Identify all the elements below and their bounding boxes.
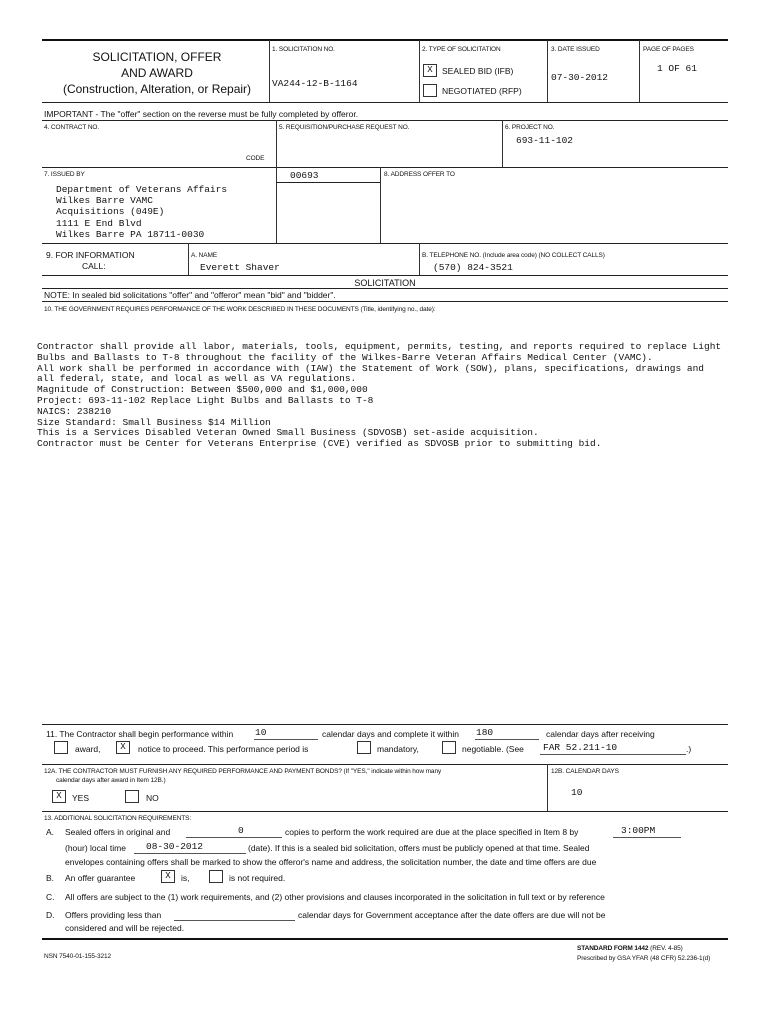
negotiable-label: negotiable. (See: [462, 744, 524, 754]
form-title: [44, 49, 270, 97]
title-line-3: (Construction, Alteration, or Repair): [62, 82, 252, 96]
rule: [42, 102, 728, 103]
divider: [419, 40, 420, 102]
project-no-label: 6. PROJECT NO.: [505, 124, 555, 131]
sealed-bid-label: SEALED BID (IFB): [442, 66, 514, 76]
additional-requirements-label: 13. ADDITIONAL SOLICITATION REQUIREMENTS:: [44, 815, 192, 822]
contact-name-label: A. NAME: [191, 252, 218, 259]
description-line: all federal, state, and local as well as VA regulations.: [37, 373, 357, 385]
item-a-text: Sealed offers in original and: [65, 827, 171, 837]
see-reference-line: [540, 754, 686, 755]
divider: [639, 40, 640, 102]
item-b-letter: B.: [46, 873, 55, 883]
item-b-text: is not required.: [229, 873, 286, 883]
due-date-value: 08-30-2012: [146, 841, 204, 852]
description-line: Size Standard: Small Business $14 Million: [37, 416, 271, 428]
divider: [380, 167, 381, 243]
begin-days-line: [254, 739, 318, 740]
divider: [547, 40, 548, 102]
address-line: 1111 E End Blvd: [56, 217, 142, 229]
solicitation-heading: SOLICITATION: [354, 278, 416, 288]
project-no-value: 693-11-102: [516, 135, 574, 146]
divider: [276, 120, 277, 167]
item-c-letter: C.: [46, 892, 55, 902]
info-call-label-2: CALL:: [82, 261, 106, 271]
important-note: IMPORTANT - The "offer" section on the reverse must be fully completed by offeror.: [44, 109, 359, 119]
description-line: NAICS: 238210: [37, 405, 112, 417]
title-line-1: SOLICITATION, OFFER: [92, 50, 222, 64]
contact-name-value: Everett Shaver: [200, 262, 280, 273]
address-line: Department of Veterans Affairs: [56, 184, 228, 195]
block11-text: 11. The Contractor shall begin performance within: [46, 729, 234, 739]
date-issued-label: 3. DATE ISSUED: [551, 46, 600, 53]
guarantee-not-checkbox[interactable]: [209, 870, 223, 883]
description-line: This is a Services Disabled Veteran Owned Small Business (SDVOSB) set-aside acquisition.: [37, 427, 539, 439]
description-line: Project: 693-11-102 Replace Light Bulbs and Ballasts to T-8: [37, 394, 374, 406]
due-time-line: [613, 837, 681, 838]
item-a-text: (date). If this is a sealed bid solicitation, offers must be publicly opened at that time. Sealed: [248, 843, 590, 853]
rule: [42, 764, 728, 765]
award-checkbox[interactable]: [54, 741, 68, 754]
address-line: Wilkes Barre PA 18711-0030: [56, 228, 205, 240]
due-date-line: [134, 853, 246, 854]
award-label: award,: [75, 744, 101, 754]
notice-to-proceed-checkbox[interactable]: X: [116, 741, 130, 754]
rule: [42, 243, 728, 244]
prescribed-by: Prescribed by GSA YFAR (48 CFR) 52.236-1(d): [577, 955, 711, 962]
issued-by-address: [56, 184, 227, 240]
description-line: Contractor shall provide all labor, materials, tools, equipment, permits, testing, and reports required to replace Light: [37, 341, 722, 352]
rule: [42, 301, 728, 302]
bonds-no-label: NO: [146, 793, 159, 803]
solicitation-no-label: 1. SOLICITATION NO.: [272, 46, 335, 53]
contract-no-label: 4. CONTRACT NO.: [44, 124, 100, 131]
divider: [419, 243, 420, 275]
code-label: CODE: [246, 155, 265, 162]
bottom-border: [42, 938, 728, 940]
sealed-bid-note: NOTE: In sealed bid solicitations "offer" and "offeror" mean "bid" and "bidder".: [44, 290, 336, 300]
issued-by-code: 00693: [290, 170, 319, 181]
bonds-label: 12A. THE CONTRACTOR MUST FURNISH ANY REQUIRED PERFORMANCE AND PAYMENT BONDS? (If "YES," indicate within how many: [44, 768, 442, 775]
begin-days-value: 10: [255, 727, 267, 738]
address-line: Acquisitions (049E): [56, 206, 165, 218]
item-a-letter: A.: [46, 827, 55, 837]
block11-text: calendar days after receiving: [546, 729, 655, 739]
form-number: [577, 945, 683, 952]
notice-to-proceed-label: notice to proceed. This performance period is: [138, 744, 309, 754]
telephone-value: (570) 824-3521: [433, 262, 513, 273]
guarantee-is-checkbox[interactable]: X: [161, 870, 175, 883]
work-description: [37, 342, 721, 450]
guarantee-is-label: is,: [181, 873, 190, 883]
divider: [502, 120, 503, 167]
copies-line: [186, 837, 282, 838]
sealed-bid-checkbox[interactable]: X: [423, 64, 437, 77]
rule: [42, 811, 728, 812]
negotiable-checkbox[interactable]: [442, 741, 456, 754]
calendar-days-label: 12B. CALENDAR DAYS: [551, 768, 619, 775]
mandatory-label: mandatory,: [377, 744, 419, 754]
form-revision: (REV. 4-85): [650, 945, 683, 952]
see-reference-value: FAR 52.211-10: [543, 742, 618, 753]
solicitation-type-label: 2. TYPE OF SOLICITATION: [422, 46, 501, 53]
description-line: All work shall be performed in accordance with (IAW) the Statement of Work (SOW), plans, specifications, drawings and: [37, 362, 705, 374]
bonds-yes-label: YES: [72, 793, 90, 803]
acceptance-days-line: [174, 920, 295, 921]
issued-by-label: 7. ISSUED BY: [44, 171, 85, 178]
item-a-text: (hour) local time: [65, 843, 126, 853]
negotiated-checkbox[interactable]: [423, 84, 437, 97]
top-border: [42, 39, 728, 41]
solicitation-no-value: VA244-12-B-1164: [272, 78, 358, 89]
rule: [42, 120, 728, 121]
rule: [42, 288, 728, 289]
complete-days-value: 180: [476, 727, 494, 738]
title-line-2: AND AWARD: [121, 66, 193, 80]
requisition-no-label: 5. REQUISITION/PURCHASE REQUEST NO.: [279, 124, 410, 131]
item-a-text: envelopes containing offers shall be marked to show the offeror's name and address, the solicitation number, the date and time offers are due: [65, 857, 597, 867]
divider: [547, 764, 548, 811]
item-d-text: considered and will be rejected.: [65, 923, 185, 933]
copies-value: 0: [238, 825, 244, 836]
calendar-days-value: 10: [571, 787, 583, 798]
rule: [276, 182, 380, 183]
item-d-text: calendar days for Government acceptance after the date offers are due will not be: [298, 910, 606, 920]
divider: [269, 40, 270, 102]
telephone-label: B. TELEPHONE NO. (Include area code) (NO COLLECT CALLS): [422, 252, 605, 259]
description-line: Bulbs and Ballasts to T-8 throughout the facility of the Wilkes-Barre Veteran Affairs Medical Center (VAMC).: [37, 351, 653, 363]
form-number-bold: STANDARD FORM 1442: [577, 945, 649, 952]
rule: [42, 275, 728, 276]
rule: [42, 724, 728, 725]
address-line: Wilkes Barre VAMC: [56, 195, 153, 207]
pages-value: 1 OF 61: [657, 63, 697, 74]
divider: [188, 243, 189, 275]
address-offer-to-label: 8. ADDRESS OFFER TO: [384, 171, 455, 178]
item-d-letter: D.: [46, 910, 55, 920]
pages-label: PAGE OF PAGES: [643, 46, 694, 53]
complete-days-line: [475, 739, 539, 740]
nsn-number: NSN 7540-01-155-3212: [44, 953, 112, 960]
mandatory-checkbox[interactable]: [357, 741, 371, 754]
rule: [42, 167, 728, 168]
block11-close: .): [686, 744, 692, 754]
bonds-label-2: calendar days after award in Item 12B.): [56, 777, 166, 784]
negotiated-label: NEGOTIATED (RFP): [442, 86, 522, 96]
work-description-label: 10. THE GOVERNMENT REQUIRES PERFORMANCE OF THE WORK DESCRIBED IN THESE DOCUMENTS (Title, identifying no., date):: [44, 306, 436, 313]
due-time-value: 3:00PM: [621, 825, 656, 836]
info-call-label: 9. FOR INFORMATION: [46, 250, 135, 260]
date-issued-value: 07-30-2012: [551, 72, 609, 83]
item-b-text: An offer guarantee: [65, 873, 136, 883]
bonds-yes-checkbox[interactable]: X: [52, 790, 66, 803]
item-d-text: Offers providing less than: [65, 910, 162, 920]
block11-text: calendar days and complete it within: [322, 729, 460, 739]
description-line: Contractor must be Center for Veterans Enterprise (CVE) verified as SDVOSB prior to submitting bid.: [37, 438, 602, 450]
bonds-no-checkbox[interactable]: [125, 790, 139, 803]
divider: [276, 167, 277, 243]
item-c-text: All offers are subject to the (1) work requirements, and (2) other provisions and clauses incorporated in the solicitation in full text or by reference: [65, 892, 605, 902]
item-a-text: copies to perform the work required are due at the place specified in Item 8 by: [285, 827, 579, 837]
description-line: Magnitude of Construction: Between $500,000 and $1,000,000: [37, 384, 368, 396]
